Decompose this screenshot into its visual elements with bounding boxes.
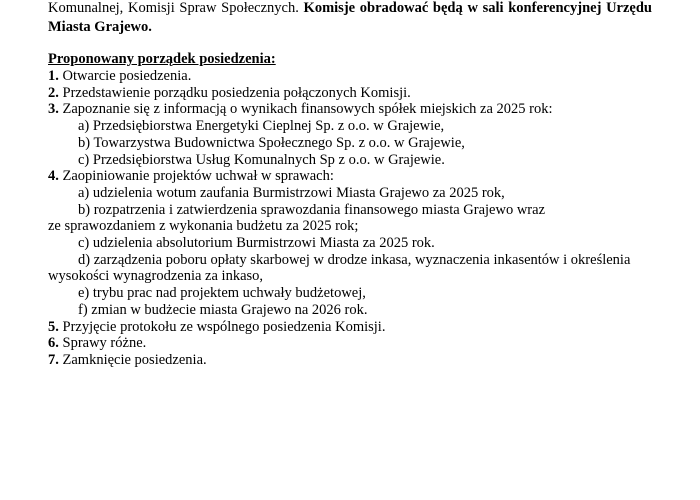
agenda-item-text: Otwarcie posiedzenia. bbox=[62, 68, 192, 84]
item4-sub-e: e) trybu prac nad projektem uchwały budżetowej, bbox=[78, 285, 366, 301]
intro-line-1 bbox=[48, 0, 652, 17]
agenda-item-number: 5. bbox=[48, 319, 59, 335]
item4-sub-f: f) zmian w budżecie miasta Grajewo na 2026 rok. bbox=[78, 302, 368, 318]
agenda-item-number: 6. bbox=[48, 335, 59, 351]
intro-line-2: Miasta Grajewo. bbox=[48, 19, 152, 35]
agenda-item-number: 1. bbox=[48, 68, 59, 84]
agenda-item-3 bbox=[48, 100, 553, 118]
agenda-item-1 bbox=[48, 67, 191, 85]
agenda-heading: Proponowany porządek posiedzenia: bbox=[48, 51, 276, 67]
item4-sub-d-line2: wysokości wynagrodzenia za inkaso, bbox=[48, 268, 264, 284]
agenda-item-text: Zapoznanie się z informacją o wynikach finansowych spółek miejskich za 2025 rok: bbox=[62, 101, 553, 117]
agenda-item-text: Sprawy różne. bbox=[62, 335, 147, 351]
agenda-item-text: Przedstawienie porządku posiedzenia połączonych Komisji. bbox=[62, 85, 411, 101]
item4-sub-a: a) udzielenia wotum zaufania Burmistrzowi Miasta Grajewo za 2025 rok, bbox=[78, 185, 505, 201]
item4-sub-b-line2: ze sprawozdaniem z wykonania budżetu za 2025 rok; bbox=[48, 218, 359, 234]
agenda-item-number: 7. bbox=[48, 352, 59, 368]
item4-sub-c: c) udzielenia absolutorium Burmistrzowi Miasta za 2025 rok. bbox=[78, 235, 435, 251]
agenda-item-4 bbox=[48, 167, 334, 185]
item3-sub-c: c) Przedsiębiorstwa Usług Komunalnych Sp z o.o. w Grajewie. bbox=[78, 152, 445, 168]
item3-sub-a: a) Przedsiębiorstwa Energetyki Cieplnej Sp. z o.o. w Grajewie, bbox=[78, 118, 445, 134]
agenda-item-number: 3. bbox=[48, 101, 59, 117]
agenda-item-text: Zaopiniowanie projektów uchwał w sprawach: bbox=[62, 168, 334, 184]
agenda-item-6 bbox=[48, 334, 146, 352]
agenda-item-number: 4. bbox=[48, 168, 59, 184]
item4-sub-d-line1: d) zarządzenia poboru opłaty skarbowej w drodze inkasa, wyznaczenia inkasentów i określenia bbox=[78, 252, 631, 268]
intro-bold-text: Komisje obradować będą w sali konferencyjnej Urzędu bbox=[303, 0, 652, 16]
agenda-item-text: Przyjęcie protokołu ze wspólnego posiedzenia Komisji. bbox=[62, 319, 386, 335]
agenda-item-text: Zamknięcie posiedzenia. bbox=[62, 352, 207, 368]
item4-sub-b-line1: b) rozpatrzenia i zatwierdzenia sprawozdania finansowego miasta Grajewo wraz bbox=[78, 202, 546, 218]
intro-plain-text: Komunalnej, Komisji Spraw Społecznych. bbox=[48, 0, 299, 16]
agenda-item-number: 2. bbox=[48, 85, 59, 101]
item3-sub-b: b) Towarzystwa Budownictwa Społecznego Sp. z o.o. w Grajewie, bbox=[78, 135, 465, 151]
agenda-item-7 bbox=[48, 351, 207, 369]
